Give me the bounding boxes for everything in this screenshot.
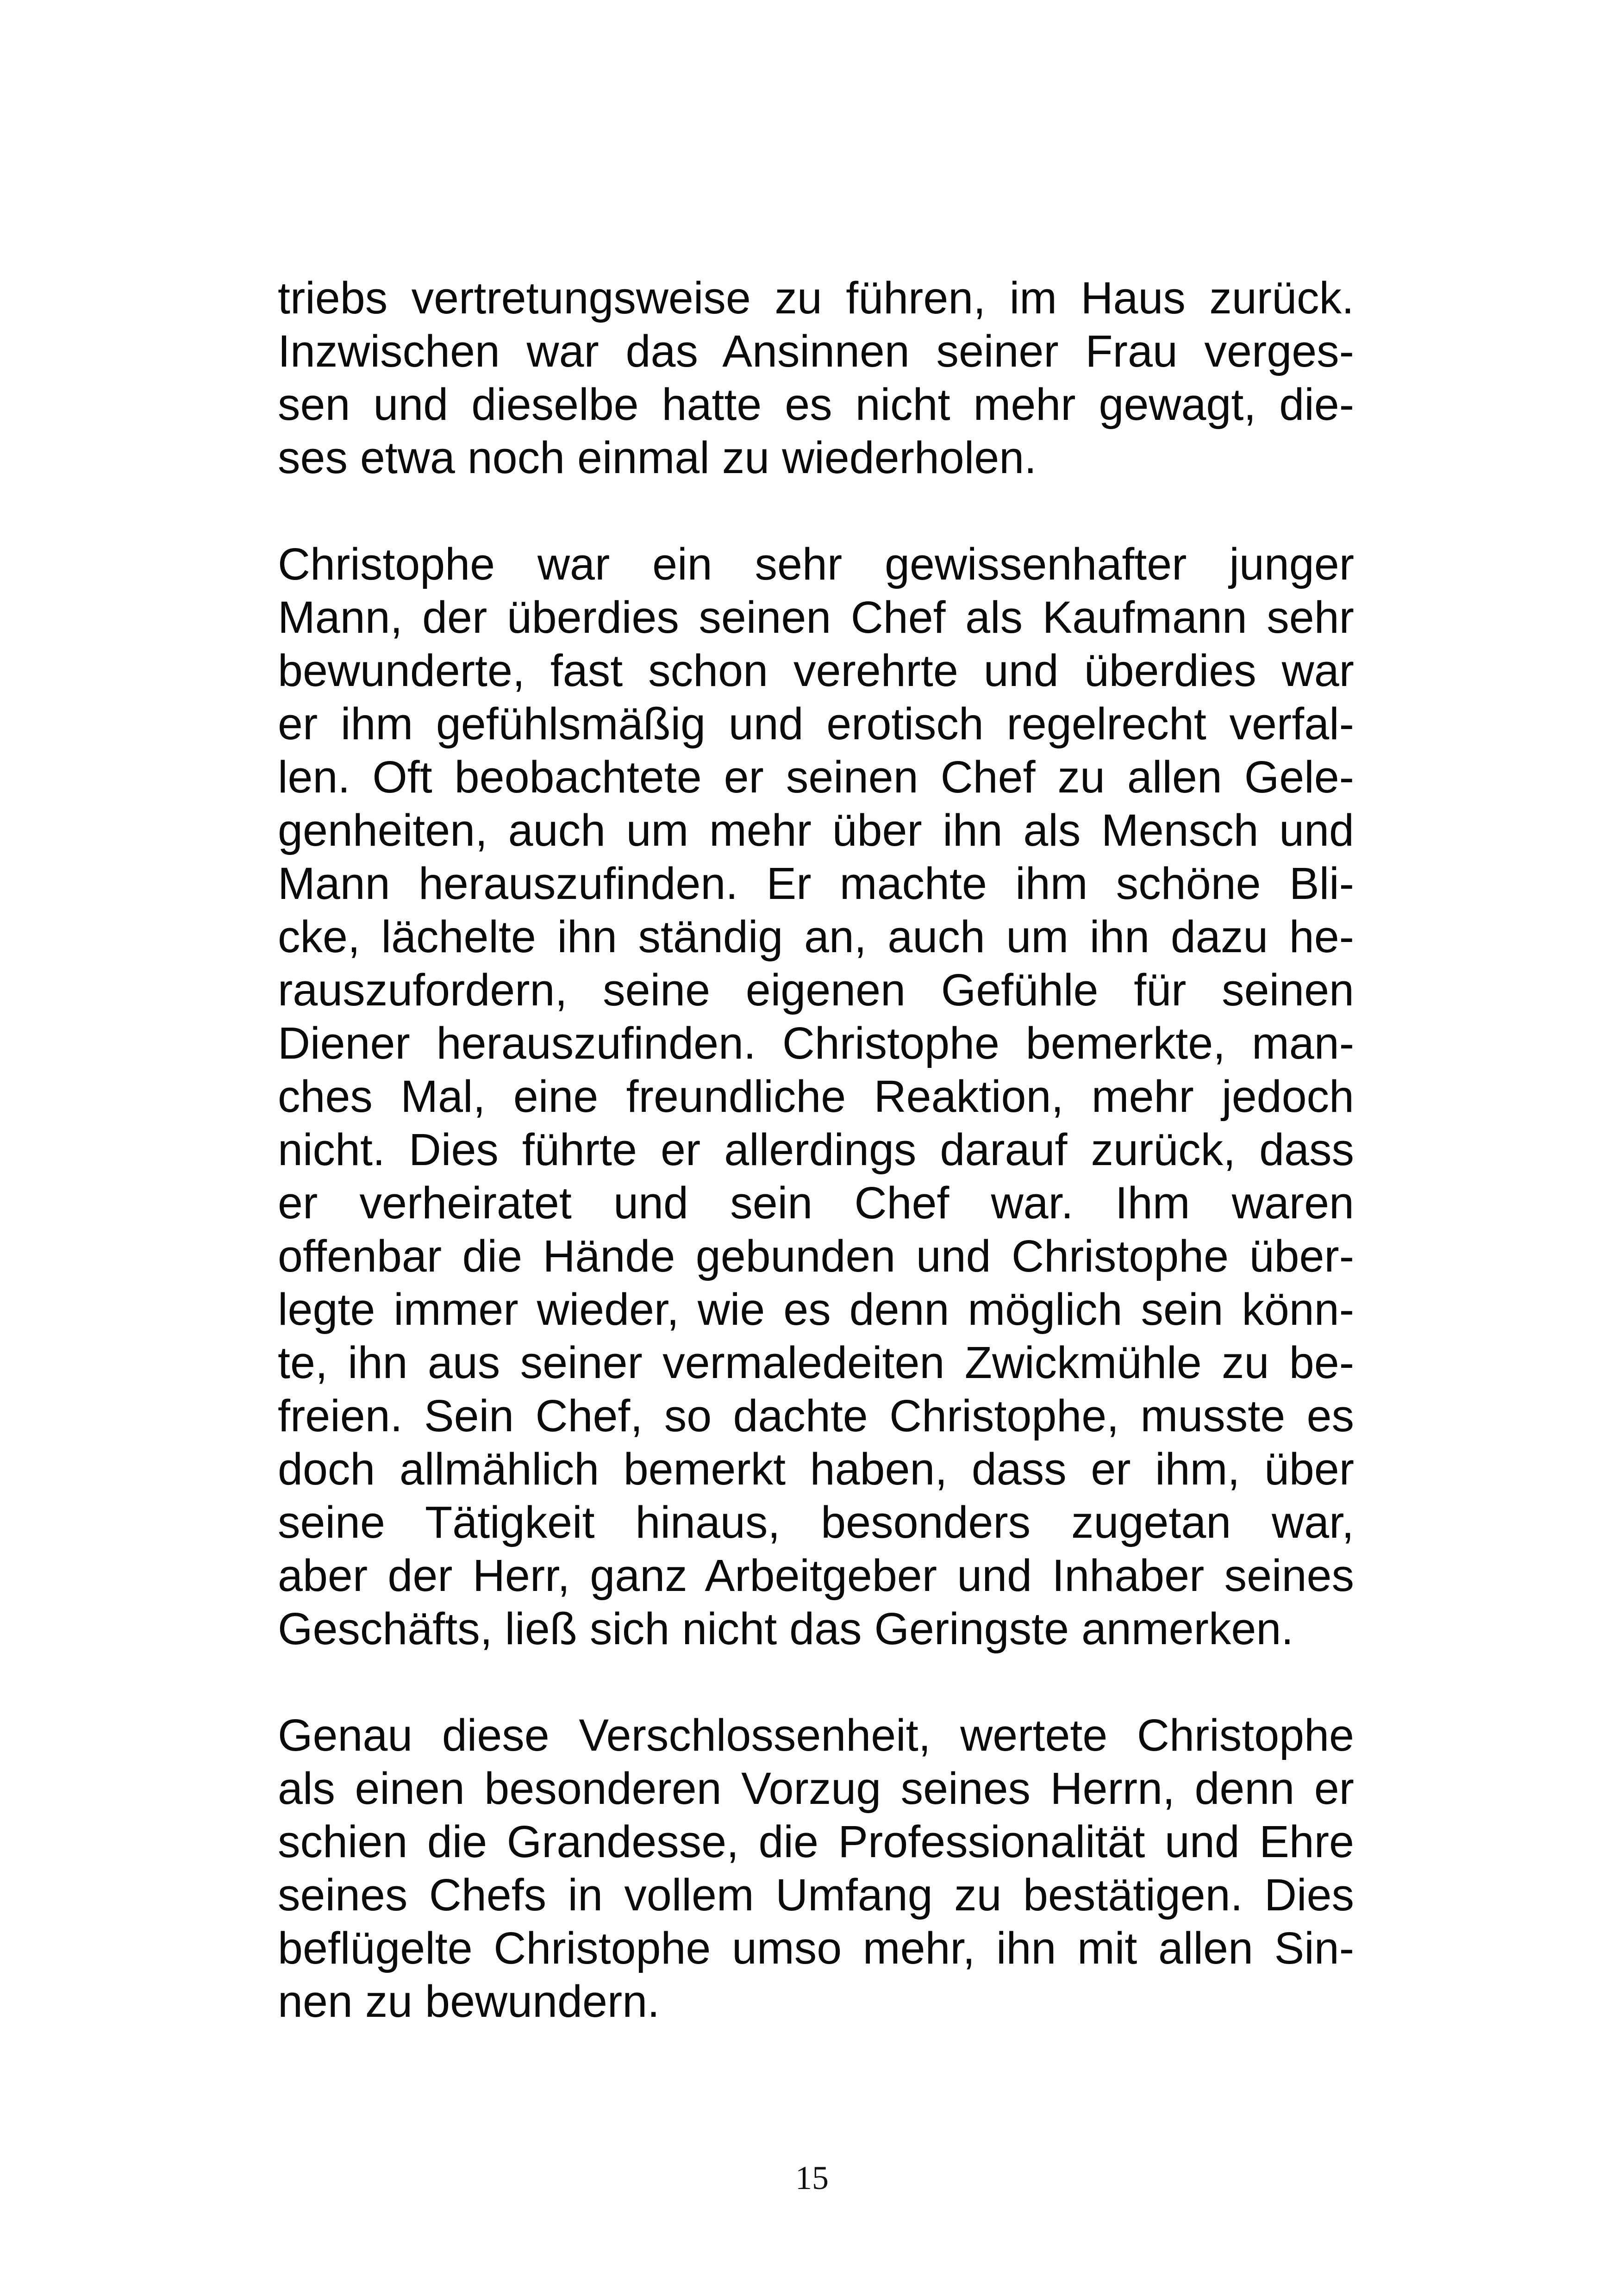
text-line: Diener herauszufinden. Christophe bemerkte, man-	[278, 1018, 1354, 1068]
paragraph-1	[278, 271, 1354, 484]
text-line: schien die Grandesse, die Professionalität und Ehre	[278, 1816, 1354, 1867]
text-line: triebs vertretungsweise zu führen, im Haus zurück.	[278, 273, 1354, 323]
text-line: aber der Herr, ganz Arbeitgeber und Inhaber seines	[278, 1550, 1354, 1601]
text-line: bewunderte, fast schon verehrte und überdies war	[278, 645, 1354, 696]
text-line: er verheiratet und sein Chef war. Ihm waren	[278, 1178, 1354, 1228]
text-line: len. Oft beobachtete er seinen Chef zu allen Gele-	[278, 752, 1354, 802]
paragraph-gap	[278, 1655, 1354, 1709]
text-line: Mann, der überdies seinen Chef als Kaufmann sehr	[278, 592, 1354, 642]
paragraph-2	[278, 537, 1354, 1655]
page-number: 15	[795, 2159, 829, 2196]
text-line: Geschäfts, ließ sich nicht das Geringste anmerken.	[278, 1603, 1294, 1654]
paragraph-gap	[278, 484, 1354, 537]
text-line: als einen besonderen Vorzug seines Herrn, denn er	[278, 1763, 1354, 1814]
text-line: Genau diese Verschlossenheit, wertete Christophe	[278, 1710, 1354, 1760]
text-line: rauszufordern, seine eigenen Gefühle für seinen	[278, 965, 1354, 1015]
text-line: Mann herauszufinden. Er machte ihm schöne Bli-	[278, 858, 1354, 909]
text-line: ses etwa noch einmal zu wiederholen.	[278, 432, 1037, 483]
text-line: doch allmählich bemerkt haben, dass er ihm, über	[278, 1444, 1354, 1494]
text-line: offenbar die Hände gebunden und Christophe über-	[278, 1231, 1354, 1281]
text-line: genheiten, auch um mehr über ihn als Mensch und	[278, 805, 1354, 855]
text-line: nen zu bewundern.	[278, 1976, 660, 2027]
paragraph-3	[278, 1709, 1354, 2028]
text-line: nicht. Dies führte er allerdings darauf zurück, dass	[278, 1124, 1354, 1175]
text-line: seines Chefs in vollem Umfang zu bestätigen. Dies	[278, 1870, 1354, 1920]
text-line: sen und dieselbe hatte es nicht mehr gewagt, die-	[278, 379, 1354, 430]
text-line: beflügelte Christophe umso mehr, ihn mit allen Sin-	[278, 1923, 1354, 1973]
text-line: Christophe war ein sehr gewissenhafter junger	[278, 539, 1354, 589]
body-text	[278, 271, 1354, 2028]
text-line: te, ihn aus seiner vermaledeiten Zwickmühle zu be-	[278, 1337, 1354, 1388]
text-line: er ihm gefühlsmäßig und erotisch regelrecht verfal-	[278, 698, 1354, 749]
text-line: Inzwischen war das Ansinnen seiner Frau verges-	[278, 326, 1354, 376]
text-line: cke, lächelte ihn ständig an, auch um ihn dazu he-	[278, 911, 1354, 962]
text-line: legte immer wieder, wie es denn möglich sein könn-	[278, 1284, 1354, 1335]
text-line: freien. Sein Chef, so dachte Christophe, musste es	[278, 1391, 1354, 1441]
text-line: ches Mal, eine freundliche Reaktion, mehr jedoch	[278, 1071, 1354, 1122]
text-line: seine Tätigkeit hinaus, besonders zugetan war,	[278, 1497, 1354, 1547]
